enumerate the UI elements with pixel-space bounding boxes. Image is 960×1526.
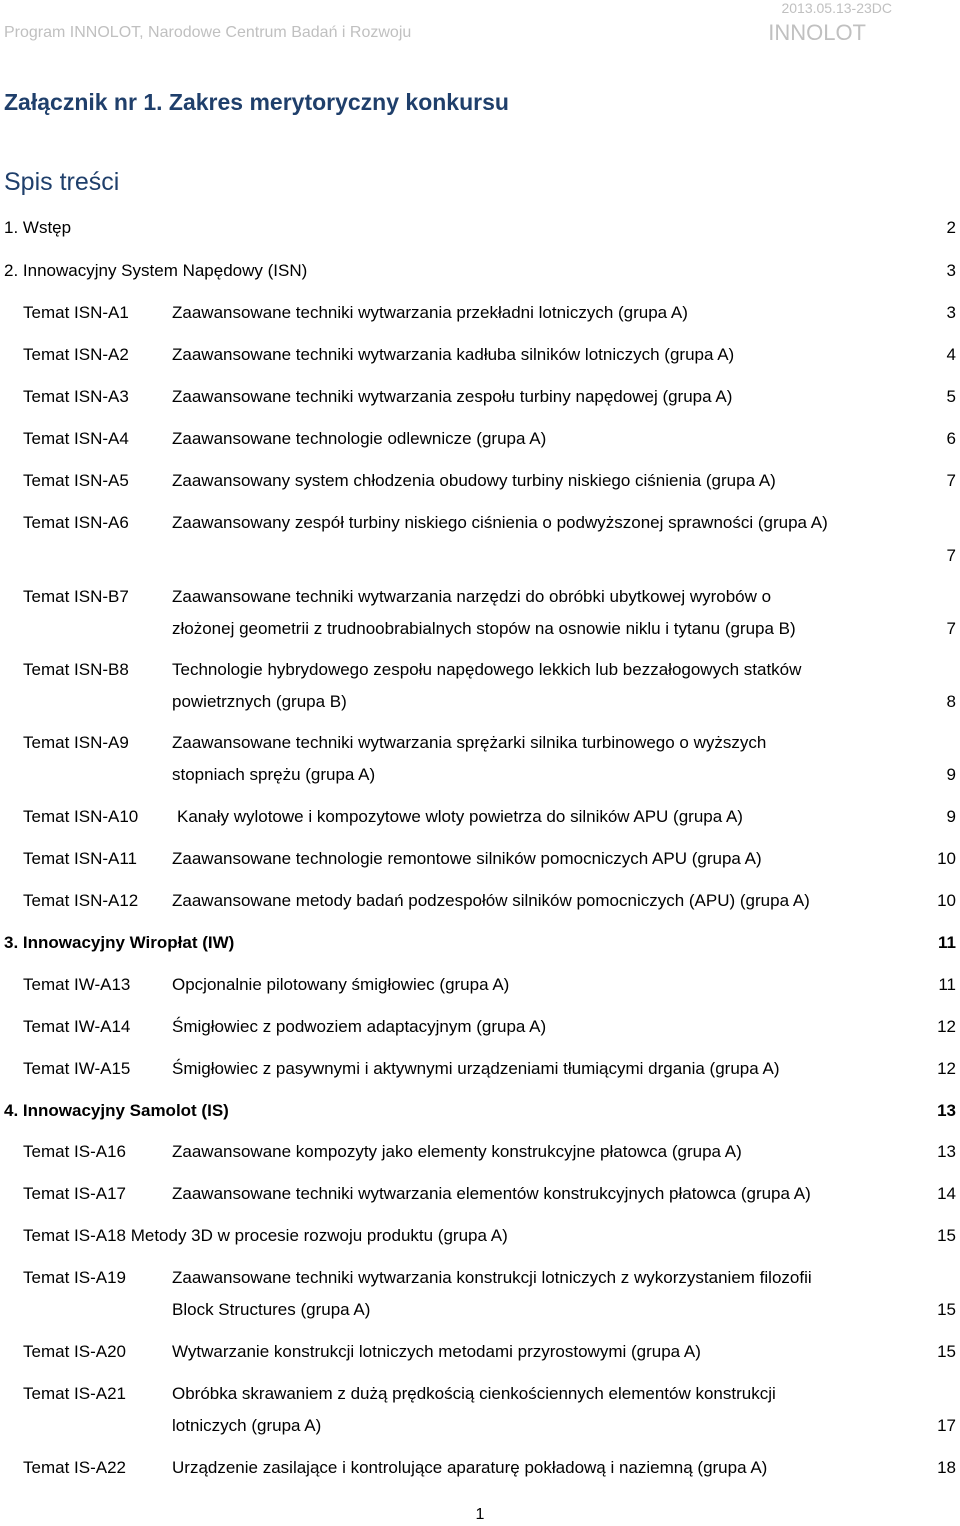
toc-section-label: 4. Innowacyjny Samolot (IS)	[4, 1101, 229, 1120]
topic-id: Temat ISN-A3	[23, 387, 129, 406]
topic-title: Zaawansowane techniki wytwarzania zespołu turbiny napędowej (grupa A)	[172, 387, 733, 406]
topic-entry-text: Temat IS-A18 Metody 3D w procesie rozwoju produktu (grupa A)	[23, 1226, 508, 1245]
topic-title: Urządzenie zasilające i kontrolujące aparaturę pokładową i naziemną (grupa A)	[172, 1458, 768, 1477]
topic-title: Zaawansowane techniki wytwarzania sprężarki silnika turbinowego o wyższych	[172, 733, 767, 752]
toc-page-number: 8	[946, 692, 956, 711]
topic-title: Zaawansowane technologie remontowe silników pomocniczych APU (grupa A)	[172, 849, 762, 868]
topic-title-continued: powietrznych (grupa B)	[172, 692, 347, 711]
toc-page-number: 7	[946, 471, 956, 490]
toc-page-number: 14	[937, 1184, 956, 1203]
topic-title: Śmigłowiec z podwoziem adaptacyjnym (grupa A)	[172, 1017, 547, 1036]
toc-page-number: 12	[937, 1017, 956, 1036]
topic-title-continued: stopniach sprężu (grupa A)	[172, 765, 376, 784]
topic-title: Technologie hybrydowego zespołu napędowego lekkich lub bezzałogowych statków	[172, 660, 802, 679]
toc-page-number: 5	[946, 387, 956, 406]
header-date: 2013.05.13-23DC	[781, 0, 892, 16]
toc-page-number: 15	[937, 1300, 956, 1319]
toc-page-number: 15	[937, 1342, 956, 1361]
toc-page-number: 7	[946, 546, 956, 565]
toc-section-label: 2. Innowacyjny System Napędowy (ISN)	[4, 261, 308, 280]
toc-page-number: 3	[946, 261, 956, 280]
topic-id: Temat ISN-A12	[23, 891, 139, 910]
topic-title-continued: złożonej geometrii z trudnoobrabialnych stopów na osnowie niklu i tytanu (grupa B)	[172, 619, 796, 638]
toc-page-number: 10	[937, 849, 956, 868]
topic-id: Temat ISN-A4	[23, 429, 129, 448]
topic-id: Temat ISN-A9	[23, 733, 129, 752]
topic-title: Zaawansowane techniki wytwarzania narzędzi do obróbki ubytkowej wyrobów o	[172, 587, 772, 606]
topic-title: Zaawansowane kompozyty jako elementy konstrukcyjne płatowca (grupa A)	[172, 1142, 742, 1161]
topic-title: Wytwarzanie konstrukcji lotniczych metodami przyrostowymi (grupa A)	[172, 1342, 701, 1361]
toc-page-number: 13	[937, 1101, 956, 1120]
topic-id: Temat ISN-A2	[23, 345, 129, 364]
topic-title: Zaawansowane metody badań podzespołów silników pomocniczych (APU) (grupa A)	[172, 891, 810, 910]
topic-id: Temat IS-A16	[23, 1142, 126, 1161]
toc-page-number: 4	[946, 345, 956, 364]
topic-title: Kanały wylotowe i kompozytowe wloty powietrza do silników APU (grupa A)	[177, 807, 743, 826]
topic-title-continued: Block Structures (grupa A)	[172, 1300, 371, 1319]
topic-title: Zaawansowane techniki wytwarzania kadłuba silników lotniczych (grupa A)	[172, 345, 735, 364]
topic-id: Temat IW-A15	[23, 1059, 131, 1078]
topic-title: Zaawansowane techniki wytwarzania przekładni lotniczych (grupa A)	[172, 303, 688, 322]
header-brand: INNOLOT	[768, 20, 866, 45]
toc-page-number: 9	[946, 765, 956, 784]
toc-page-number: 18	[937, 1458, 956, 1477]
topic-id: Temat IS-A22	[23, 1458, 126, 1477]
topic-title: Zaawansowane techniki wytwarzania konstrukcji lotniczych z wykorzystaniem filozofii	[172, 1268, 812, 1287]
topic-id: Temat IW-A13	[23, 975, 131, 994]
toc-page-number: 9	[946, 807, 956, 826]
footer-page-number: 1	[475, 1506, 485, 1523]
topic-title: Zaawansowane technologie odlewnicze (grupa A)	[172, 429, 547, 448]
topic-title: Obróbka skrawaniem z dużą prędkością cienkościennych elementów konstrukcji	[172, 1384, 776, 1403]
topic-title: Zaawansowane techniki wytwarzania elementów konstrukcyjnych płatowca (grupa A)	[172, 1184, 811, 1203]
topic-id: Temat ISN-A10	[23, 807, 139, 826]
toc-page-number: 15	[937, 1226, 956, 1245]
topic-id: Temat IS-A17	[23, 1184, 126, 1203]
document-title: Załącznik nr 1. Zakres merytoryczny konkursu	[4, 89, 509, 115]
toc-page-number: 13	[937, 1142, 956, 1161]
toc-page-number: 6	[946, 429, 956, 448]
topic-id: Temat ISN-A6	[23, 513, 129, 532]
topic-id: Temat ISN-B7	[23, 587, 129, 606]
topic-title: Opcjonalnie pilotowany śmigłowiec (grupa A)	[172, 975, 510, 994]
topic-id: Temat ISN-A5	[23, 471, 129, 490]
toc-page-number: 3	[946, 303, 956, 322]
topic-id: Temat ISN-B8	[23, 660, 129, 679]
topic-title: Śmigłowiec z pasywnymi i aktywnymi urządzeniami tłumiącymi drgania (grupa A)	[172, 1059, 780, 1078]
topic-id: Temat IS-A21	[23, 1384, 126, 1403]
topic-title: Zaawansowany system chłodzenia obudowy turbiny niskiego ciśnienia (grupa A)	[172, 471, 776, 490]
topic-id: Temat IS-A19	[23, 1268, 126, 1287]
toc-section-label: 3. Innowacyjny Wiropłat (IW)	[4, 933, 235, 952]
topic-id: Temat ISN-A11	[23, 849, 138, 868]
header-program: Program INNOLOT, Narodowe Centrum Badań i Rozwoju	[4, 24, 412, 41]
toc-page-number: 11	[938, 975, 956, 994]
toc-page-number: 7	[946, 619, 956, 638]
toc-page-number: 12	[937, 1059, 956, 1078]
topic-id: Temat IW-A14	[23, 1017, 131, 1036]
topic-title-continued: lotniczych (grupa A)	[172, 1416, 322, 1435]
toc-section-label: 1. Wstęp	[4, 218, 72, 237]
toc-page-number: 2	[946, 218, 956, 237]
toc-page-number: 11	[938, 933, 956, 952]
topic-id: Temat ISN-A1	[23, 303, 129, 322]
toc-page-number: 10	[937, 891, 956, 910]
toc-page-number: 17	[937, 1416, 956, 1435]
topic-title: Zaawansowany zespół turbiny niskiego ciśnienia o podwyższonej sprawności (grupa A)	[172, 513, 828, 532]
topic-id: Temat IS-A20	[23, 1342, 126, 1361]
toc-title: Spis treści	[4, 168, 120, 196]
